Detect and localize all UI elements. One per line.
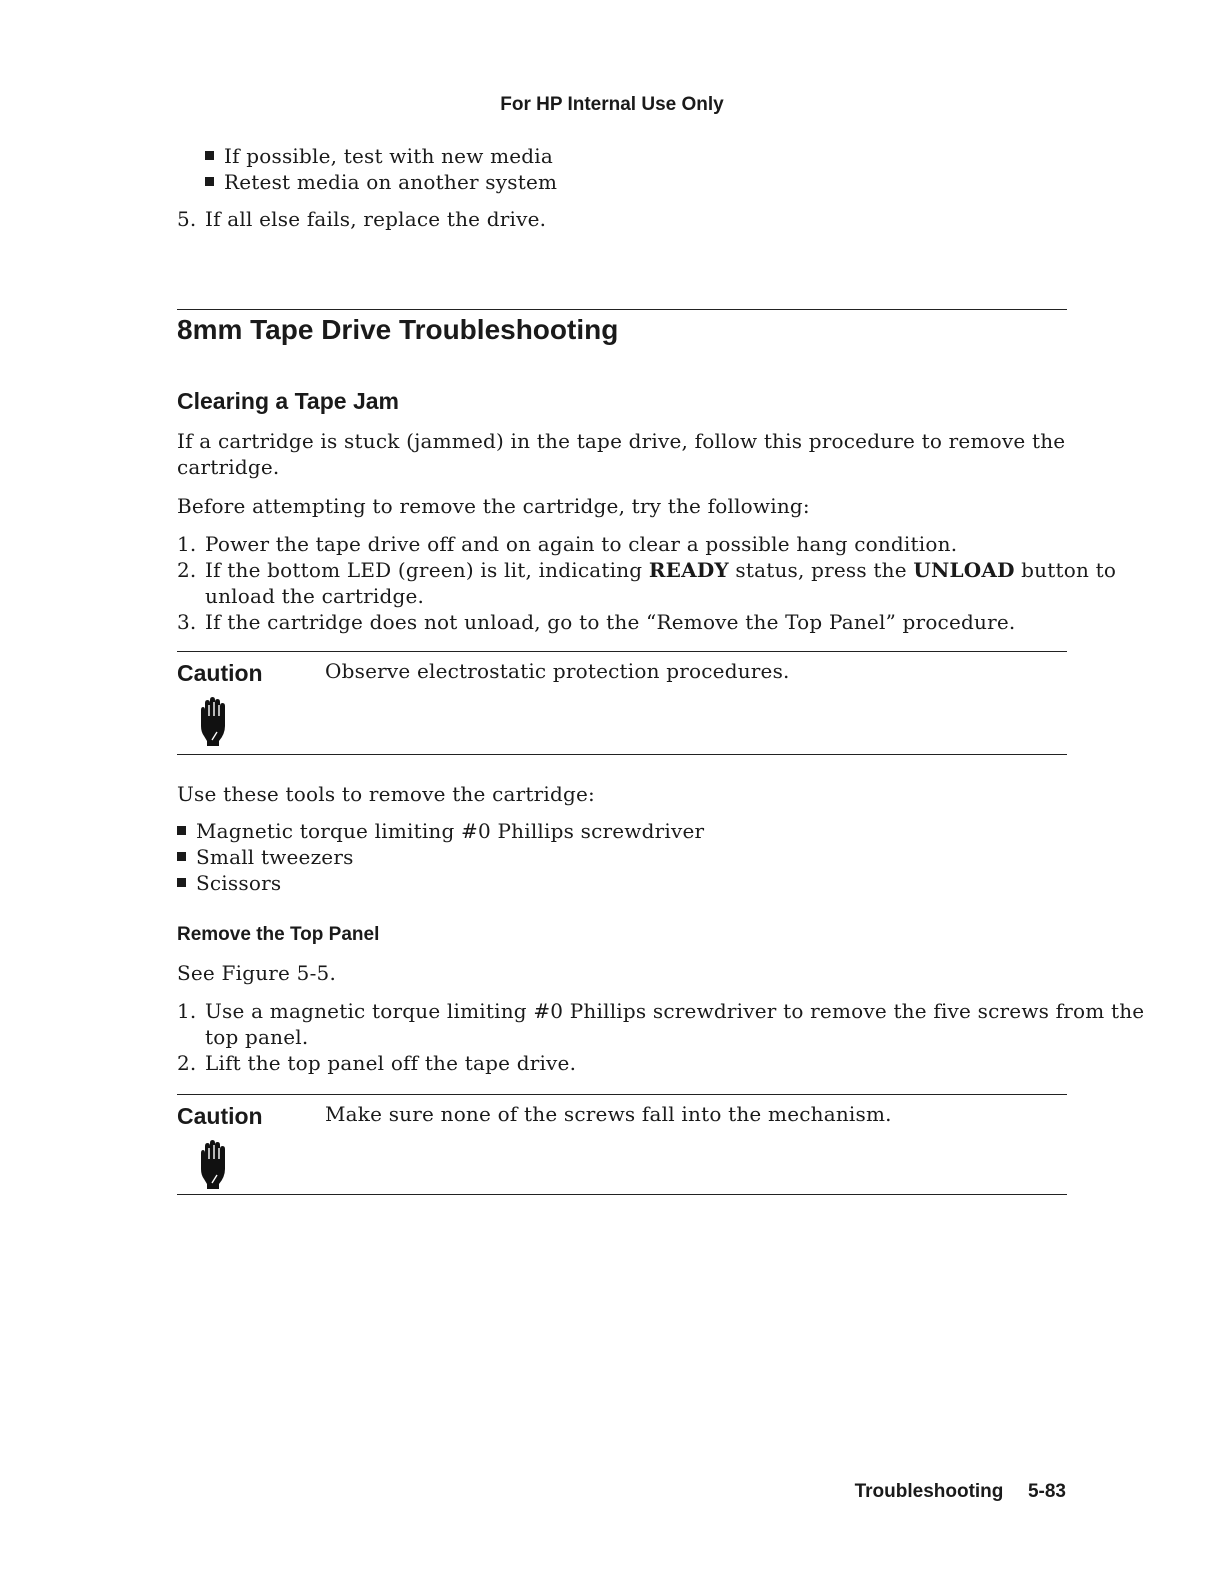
list-item-continuation: unload the cartridge. — [205, 584, 425, 608]
caution-text: Make sure none of the screws fall into the mechanism. — [325, 1102, 892, 1126]
list-item: Small tweezers — [177, 844, 704, 870]
page-header: For HP Internal Use Only — [500, 94, 724, 115]
tools-intro: Use these tools to remove the cartridge: — [177, 782, 595, 806]
list-item: If possible, test with new media — [205, 143, 557, 169]
jam-steps — [177, 531, 1116, 635]
jam-before: Before attempting to remove the cartridge, try the following: — [177, 494, 810, 518]
caution-text: Observe electrostatic protection procedures. — [325, 659, 790, 683]
subsection-title-tape-jam: Clearing a Tape Jam — [177, 388, 399, 414]
caution-top-rule — [177, 1094, 1067, 1095]
list-item: Scissors — [177, 870, 704, 896]
list-item-continuation: top panel. — [205, 1025, 309, 1049]
page-footer — [855, 1481, 1066, 1503]
jam-intro: If a cartridge is stuck (jammed) in the tape drive, follow this procedure to remove the cartridge. — [177, 429, 1066, 479]
list-item: 1. Power the tape drive off and on again to clear a possible hang condition. — [177, 532, 958, 556]
list-item: Retest media on another system — [205, 169, 557, 195]
caution-hand-icon — [195, 1139, 229, 1194]
bullet-icon — [177, 826, 186, 835]
list-item: Magnetic torque limiting #0 Phillips screwdriver — [177, 818, 704, 844]
list-item: 2. If the bottom LED (green) is lit, indicating READY status, press the UNLOAD button to — [177, 558, 1117, 582]
subsection-title-top-panel: Remove the Top Panel — [177, 924, 380, 945]
ready-keyword: READY — [648, 558, 729, 582]
footer-section: Troubleshooting — [854, 1481, 1004, 1502]
unload-keyword: UNLOAD — [913, 558, 1015, 582]
list-item: 3. If the cartridge does not unload, go to the “Remove the Top Panel” procedure. — [177, 610, 1016, 634]
section-title: 8mm Tape Drive Troubleshooting — [177, 314, 619, 345]
caution-label: Caution — [177, 1103, 263, 1129]
list-item: 2. Lift the top panel off the tape drive. — [177, 1051, 577, 1075]
bullet-icon — [177, 878, 186, 887]
bullet-icon — [205, 151, 214, 160]
caution-top-rule — [177, 651, 1067, 652]
tools-list — [177, 818, 704, 896]
bullet-icon — [205, 177, 214, 186]
top-panel-steps — [177, 998, 1144, 1076]
caution-label: Caution — [177, 660, 263, 686]
bullet-icon — [177, 852, 186, 861]
caution-bottom-rule — [177, 754, 1067, 755]
see-figure: See Figure 5-5. — [177, 961, 337, 985]
top-bullet-list — [205, 143, 557, 195]
footer-page-number: 5-83 — [1027, 1481, 1066, 1502]
step-5: 5. If all else fails, replace the drive. — [177, 207, 547, 231]
caution-bottom-rule — [177, 1194, 1067, 1195]
caution-hand-icon — [195, 696, 229, 751]
list-item: 1. Use a magnetic torque limiting #0 Phillips screwdriver to remove the five screws from the — [177, 999, 1145, 1023]
section-rule — [177, 309, 1067, 310]
